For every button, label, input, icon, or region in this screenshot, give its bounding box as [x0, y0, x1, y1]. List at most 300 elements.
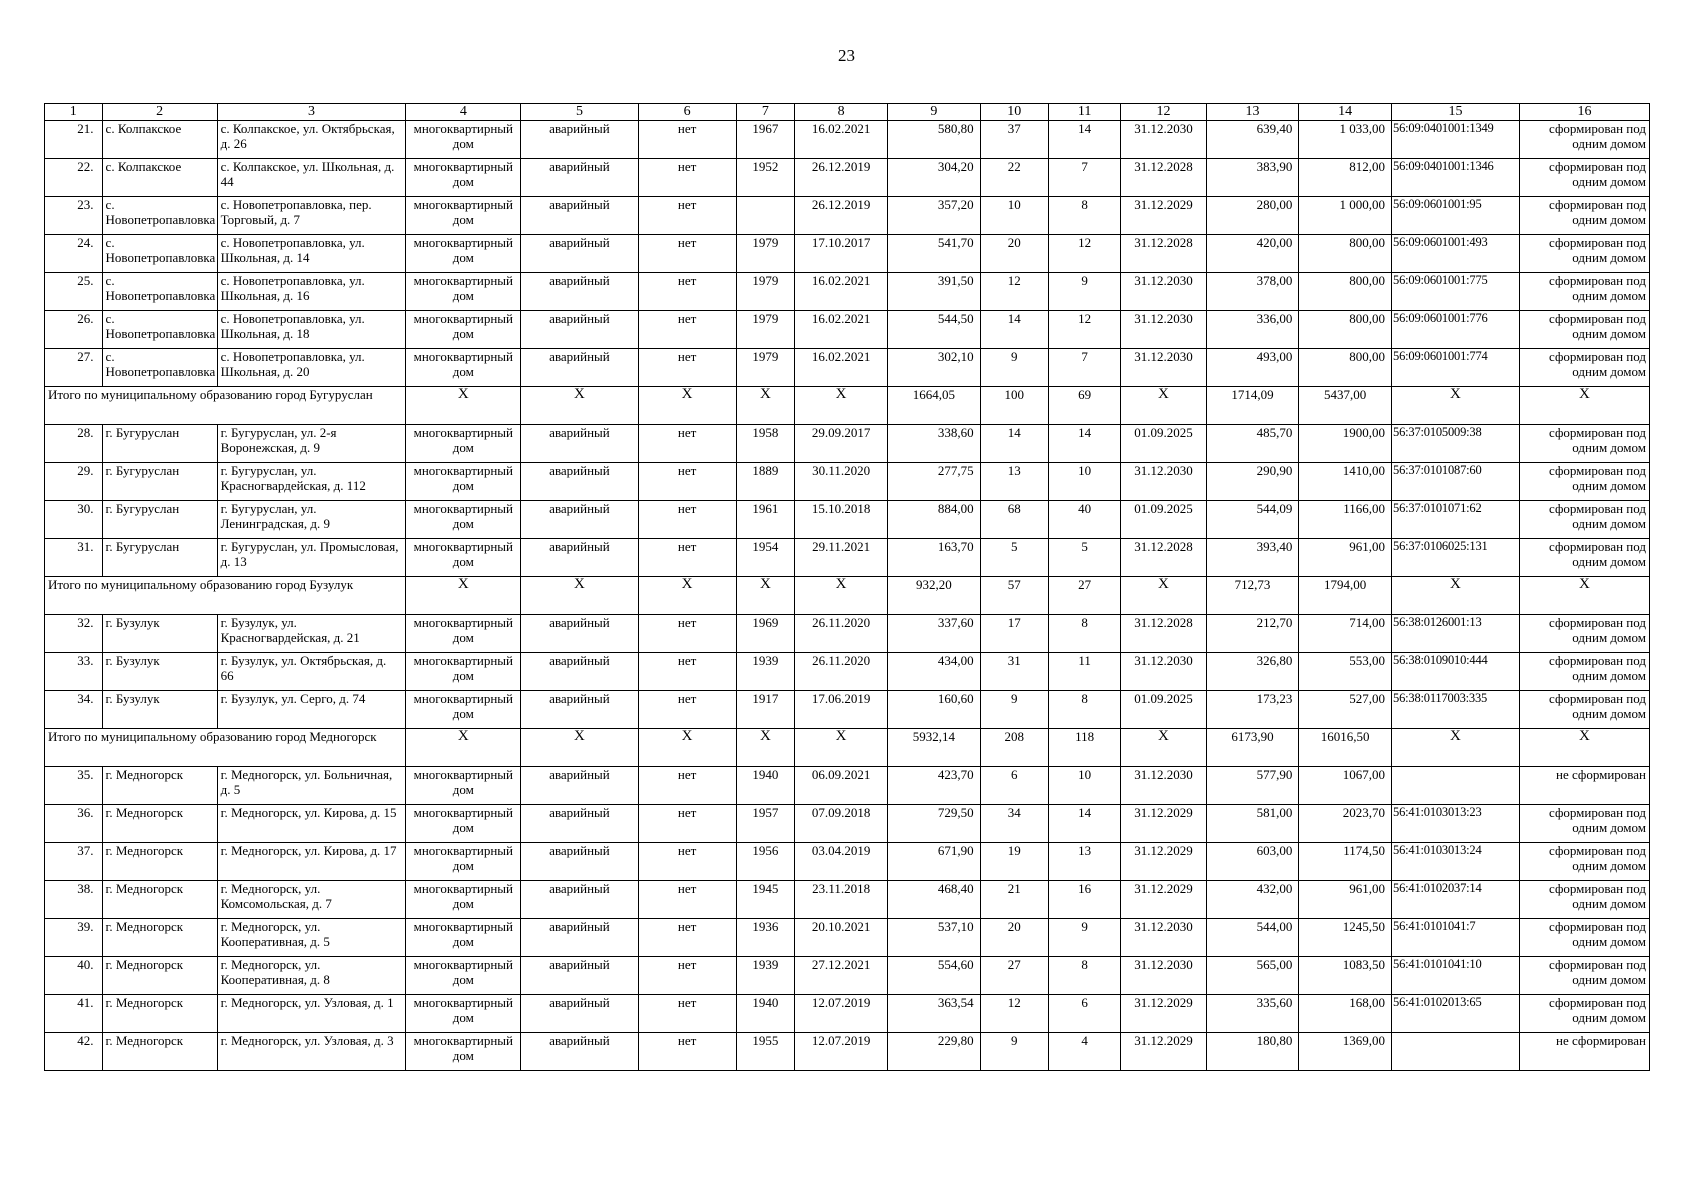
construction-year: 1954: [736, 539, 795, 577]
total-col14-sum: 5437,00: [1299, 387, 1392, 425]
total-area: 537,10: [887, 919, 980, 957]
residents-count: 9: [980, 691, 1048, 729]
land-plot-status: сформирован под одним домом: [1519, 121, 1649, 159]
address: г. Медногорск, ул. Узловая, д. 3: [217, 1033, 406, 1071]
total-x-mark: X: [1121, 729, 1206, 767]
flag-value: нет: [638, 197, 736, 235]
settlement: г. Медногорск: [102, 881, 217, 919]
residents-count: 14: [980, 425, 1048, 463]
subtotal-row: [45, 729, 1650, 767]
row-number: 25.: [45, 273, 103, 311]
cadastral-number: 56:41:0102037:14: [1392, 881, 1520, 919]
resettlement-deadline: 31.12.2030: [1121, 311, 1206, 349]
condition-status: аварийный: [521, 235, 638, 273]
land-plot-status: не сформирован: [1519, 767, 1649, 805]
table-row: [45, 501, 1650, 539]
settlement: г. Медногорск: [102, 843, 217, 881]
condition-status: аварийный: [521, 767, 638, 805]
total-area: 277,75: [887, 463, 980, 501]
address: с. Колпакское, ул. Октябрьская, д. 26: [217, 121, 406, 159]
house-type: многоквартирный дом: [406, 919, 521, 957]
condition-status: аварийный: [521, 463, 638, 501]
cadastral-number: 56:38:0109010:444: [1392, 653, 1520, 691]
settlement: с. Новопетропавловка: [102, 311, 217, 349]
row-number: 35.: [45, 767, 103, 805]
condition-status: аварийный: [521, 805, 638, 843]
house-type: многоквартирный дом: [406, 159, 521, 197]
address: г. Бугуруслан, ул. Промысловая, д. 13: [217, 539, 406, 577]
column-number-5: 5: [521, 104, 638, 121]
value-col14: 2023,70: [1299, 805, 1392, 843]
construction-year: 1940: [736, 995, 795, 1033]
house-type: многоквартирный дом: [406, 197, 521, 235]
address: г. Бугуруслан, ул. 2-я Воронежская, д. 9: [217, 425, 406, 463]
construction-year: 1956: [736, 843, 795, 881]
total-area: 541,70: [887, 235, 980, 273]
cadastral-number: 56:37:0101087:60: [1392, 463, 1520, 501]
row-number: 37.: [45, 843, 103, 881]
column-number-13: 13: [1206, 104, 1299, 121]
construction-year: 1961: [736, 501, 795, 539]
value-col14: 1369,00: [1299, 1033, 1392, 1071]
table-row: [45, 691, 1650, 729]
house-type: многоквартирный дом: [406, 311, 521, 349]
table-row: [45, 1033, 1650, 1071]
recognition-date: 06.09.2021: [795, 767, 888, 805]
house-type: многоквартирный дом: [406, 273, 521, 311]
total-premises-sum: 27: [1048, 577, 1120, 615]
condition-status: аварийный: [521, 311, 638, 349]
land-plot-status: сформирован под одним домом: [1519, 843, 1649, 881]
value-col13: 581,00: [1206, 805, 1299, 843]
total-area: 363,54: [887, 995, 980, 1033]
value-col13: 577,90: [1206, 767, 1299, 805]
total-area: 671,90: [887, 843, 980, 881]
total-x-mark: X: [638, 577, 736, 615]
condition-status: аварийный: [521, 121, 638, 159]
cadastral-number: 56:09:0601001:775: [1392, 273, 1520, 311]
value-col13: 493,00: [1206, 349, 1299, 387]
condition-status: аварийный: [521, 957, 638, 995]
recognition-date: 03.04.2019: [795, 843, 888, 881]
residents-count: 68: [980, 501, 1048, 539]
house-type: многоквартирный дом: [406, 615, 521, 653]
resettlement-deadline: 31.12.2029: [1121, 881, 1206, 919]
residents-count: 17: [980, 615, 1048, 653]
subtotal-label: Итого по муниципальному образованию город Медногорск: [45, 729, 406, 767]
flag-value: нет: [638, 539, 736, 577]
flag-value: нет: [638, 957, 736, 995]
value-col14: 812,00: [1299, 159, 1392, 197]
residents-count: 19: [980, 843, 1048, 881]
house-type: многоквартирный дом: [406, 843, 521, 881]
total-x-mark: X: [521, 729, 638, 767]
flag-value: нет: [638, 463, 736, 501]
residents-count: 37: [980, 121, 1048, 159]
settlement: г. Медногорск: [102, 995, 217, 1033]
value-col14: 1 000,00: [1299, 197, 1392, 235]
construction-year: 1979: [736, 311, 795, 349]
column-number-14: 14: [1299, 104, 1392, 121]
premises-count: 6: [1048, 995, 1120, 1033]
land-plot-status: сформирован под одним домом: [1519, 349, 1649, 387]
row-number: 32.: [45, 615, 103, 653]
address: с. Новопетропавловка, ул. Школьная, д. 14: [217, 235, 406, 273]
recognition-date: 26.11.2020: [795, 615, 888, 653]
land-plot-status: сформирован под одним домом: [1519, 235, 1649, 273]
premises-count: 40: [1048, 501, 1120, 539]
cadastral-number: 56:09:0601001:95: [1392, 197, 1520, 235]
recognition-date: 29.09.2017: [795, 425, 888, 463]
recognition-date: 29.11.2021: [795, 539, 888, 577]
flag-value: нет: [638, 919, 736, 957]
value-col13: 432,00: [1206, 881, 1299, 919]
address: г. Медногорск, ул. Больничная, д. 5: [217, 767, 406, 805]
total-area: 884,00: [887, 501, 980, 539]
condition-status: аварийный: [521, 615, 638, 653]
total-x-mark: X: [1392, 577, 1520, 615]
settlement: г. Бузулук: [102, 615, 217, 653]
house-type: многоквартирный дом: [406, 121, 521, 159]
total-x-mark: X: [795, 577, 888, 615]
flag-value: нет: [638, 501, 736, 539]
settlement: г. Бугуруслан: [102, 501, 217, 539]
premises-count: 8: [1048, 197, 1120, 235]
residents-count: 12: [980, 273, 1048, 311]
premises-count: 10: [1048, 767, 1120, 805]
total-area: 434,00: [887, 653, 980, 691]
condition-status: аварийный: [521, 539, 638, 577]
table-row: [45, 653, 1650, 691]
column-number-11: 11: [1048, 104, 1120, 121]
row-number: 24.: [45, 235, 103, 273]
value-col13: 212,70: [1206, 615, 1299, 653]
construction-year: 1940: [736, 767, 795, 805]
table-row: [45, 463, 1650, 501]
value-col14: 527,00: [1299, 691, 1392, 729]
settlement: г. Медногорск: [102, 805, 217, 843]
flag-value: нет: [638, 805, 736, 843]
table-row: [45, 919, 1650, 957]
recognition-date: 07.09.2018: [795, 805, 888, 843]
subtotal-label: Итого по муниципальному образованию город Бугуруслан: [45, 387, 406, 425]
value-col13: 336,00: [1206, 311, 1299, 349]
residents-count: 9: [980, 349, 1048, 387]
residents-count: 10: [980, 197, 1048, 235]
subtotal-label: Итого по муниципальному образованию город Бузулук: [45, 577, 406, 615]
total-area: 468,40: [887, 881, 980, 919]
total-area: 160,60: [887, 691, 980, 729]
land-plot-status: сформирован под одним домом: [1519, 653, 1649, 691]
total-x-mark: X: [406, 577, 521, 615]
row-number: 28.: [45, 425, 103, 463]
total-x-mark: X: [406, 387, 521, 425]
value-col14: 1083,50: [1299, 957, 1392, 995]
total-col14-sum: 1794,00: [1299, 577, 1392, 615]
total-area: 391,50: [887, 273, 980, 311]
premises-count: 11: [1048, 653, 1120, 691]
cadastral-number: 56:37:0105009:38: [1392, 425, 1520, 463]
value-col14: 961,00: [1299, 539, 1392, 577]
land-plot-status: сформирован под одним домом: [1519, 273, 1649, 311]
total-x-mark: X: [1392, 729, 1520, 767]
recognition-date: 26.12.2019: [795, 197, 888, 235]
recognition-date: 26.12.2019: [795, 159, 888, 197]
flag-value: нет: [638, 311, 736, 349]
row-number: 39.: [45, 919, 103, 957]
cadastral-number: 56:09:0601001:774: [1392, 349, 1520, 387]
flag-value: нет: [638, 121, 736, 159]
house-type: многоквартирный дом: [406, 881, 521, 919]
settlement: с. Колпакское: [102, 121, 217, 159]
premises-count: 12: [1048, 311, 1120, 349]
land-plot-status: сформирован под одним домом: [1519, 463, 1649, 501]
construction-year: 1979: [736, 349, 795, 387]
settlement: с. Новопетропавловка: [102, 197, 217, 235]
land-plot-status: сформирован под одним домом: [1519, 957, 1649, 995]
value-col14: 714,00: [1299, 615, 1392, 653]
resettlement-deadline: 31.12.2028: [1121, 539, 1206, 577]
resettlement-deadline: 31.12.2030: [1121, 273, 1206, 311]
settlement: г. Медногорск: [102, 1033, 217, 1071]
value-col13: 544,09: [1206, 501, 1299, 539]
settlement: с. Новопетропавловка: [102, 349, 217, 387]
residents-count: 13: [980, 463, 1048, 501]
total-residents-sum: 208: [980, 729, 1048, 767]
recognition-date: 17.06.2019: [795, 691, 888, 729]
resettlement-deadline: 31.12.2029: [1121, 995, 1206, 1033]
address: г. Медногорск, ул. Комсомольская, д. 7: [217, 881, 406, 919]
house-type: многоквартирный дом: [406, 425, 521, 463]
table-row: [45, 539, 1650, 577]
column-number-header: [45, 104, 1650, 121]
construction-year: 1967: [736, 121, 795, 159]
resettlement-deadline: 31.12.2030: [1121, 121, 1206, 159]
land-plot-status: сформирован под одним домом: [1519, 995, 1649, 1033]
column-number-15: 15: [1392, 104, 1520, 121]
land-plot-status: сформирован под одним домом: [1519, 197, 1649, 235]
land-plot-status: сформирован под одним домом: [1519, 881, 1649, 919]
total-area: 544,50: [887, 311, 980, 349]
cadastral-number: 56:38:0126001:13: [1392, 615, 1520, 653]
total-area: 302,10: [887, 349, 980, 387]
cadastral-number: 56:09:0401001:1349: [1392, 121, 1520, 159]
total-area: 729,50: [887, 805, 980, 843]
table-row: [45, 767, 1650, 805]
value-col13: 326,80: [1206, 653, 1299, 691]
total-residents-sum: 100: [980, 387, 1048, 425]
total-col13-sum: 1714,09: [1206, 387, 1299, 425]
settlement: г. Бугуруслан: [102, 463, 217, 501]
house-type: многоквартирный дом: [406, 501, 521, 539]
condition-status: аварийный: [521, 881, 638, 919]
residents-count: 14: [980, 311, 1048, 349]
column-number-8: 8: [795, 104, 888, 121]
recognition-date: 17.10.2017: [795, 235, 888, 273]
table-row: [45, 349, 1650, 387]
land-plot-status: сформирован под одним домом: [1519, 501, 1649, 539]
recognition-date: 15.10.2018: [795, 501, 888, 539]
total-x-mark: X: [1121, 387, 1206, 425]
house-type: многоквартирный дом: [406, 349, 521, 387]
resettlement-deadline: 31.12.2028: [1121, 235, 1206, 273]
flag-value: нет: [638, 881, 736, 919]
residents-count: 12: [980, 995, 1048, 1033]
construction-year: 1979: [736, 273, 795, 311]
cadastral-number: 56:38:0117003:335: [1392, 691, 1520, 729]
total-col13-sum: 712,73: [1206, 577, 1299, 615]
settlement: с. Новопетропавловка: [102, 235, 217, 273]
condition-status: аварийный: [521, 501, 638, 539]
residents-count: 5: [980, 539, 1048, 577]
value-col13: 378,00: [1206, 273, 1299, 311]
table-row: [45, 121, 1650, 159]
total-area: 337,60: [887, 615, 980, 653]
total-premises-sum: 69: [1048, 387, 1120, 425]
page-number: 23: [838, 46, 855, 65]
table-row: [45, 957, 1650, 995]
table-row: [45, 235, 1650, 273]
row-number: 23.: [45, 197, 103, 235]
settlement: г. Медногорск: [102, 919, 217, 957]
address: с. Новопетропавловка, ул. Школьная, д. 20: [217, 349, 406, 387]
column-number-16: 16: [1519, 104, 1649, 121]
value-col13: 544,00: [1206, 919, 1299, 957]
house-type: многоквартирный дом: [406, 805, 521, 843]
value-col14: 168,00: [1299, 995, 1392, 1033]
flag-value: нет: [638, 653, 736, 691]
premises-count: 14: [1048, 425, 1120, 463]
address: г. Медногорск, ул. Кирова, д. 17: [217, 843, 406, 881]
flag-value: нет: [638, 159, 736, 197]
settlement: с. Колпакское: [102, 159, 217, 197]
flag-value: нет: [638, 349, 736, 387]
residents-count: 34: [980, 805, 1048, 843]
resettlement-deadline: 31.12.2029: [1121, 805, 1206, 843]
row-number: 26.: [45, 311, 103, 349]
table-row: [45, 159, 1650, 197]
value-col14: 1166,00: [1299, 501, 1392, 539]
flag-value: нет: [638, 843, 736, 881]
resettlement-deadline: 31.12.2029: [1121, 197, 1206, 235]
land-plot-status: сформирован под одним домом: [1519, 159, 1649, 197]
resettlement-deadline: 01.09.2025: [1121, 425, 1206, 463]
column-number-7: 7: [736, 104, 795, 121]
settlement: г. Бузулук: [102, 691, 217, 729]
housing-register-table: [44, 103, 1650, 1071]
land-plot-status: сформирован под одним домом: [1519, 691, 1649, 729]
house-type: многоквартирный дом: [406, 691, 521, 729]
total-area-sum: 5932,14: [887, 729, 980, 767]
house-type: многоквартирный дом: [406, 463, 521, 501]
recognition-date: 12.07.2019: [795, 995, 888, 1033]
settlement: г. Медногорск: [102, 767, 217, 805]
condition-status: аварийный: [521, 919, 638, 957]
premises-count: 13: [1048, 843, 1120, 881]
premises-count: 8: [1048, 615, 1120, 653]
land-plot-status: не сформирован: [1519, 1033, 1649, 1071]
flag-value: нет: [638, 273, 736, 311]
residents-count: 20: [980, 919, 1048, 957]
resettlement-deadline: 31.12.2030: [1121, 463, 1206, 501]
construction-year: 1958: [736, 425, 795, 463]
total-premises-sum: 118: [1048, 729, 1120, 767]
resettlement-deadline: 31.12.2030: [1121, 653, 1206, 691]
table-body: [45, 104, 1650, 1071]
construction-year: 1969: [736, 615, 795, 653]
premises-count: 7: [1048, 349, 1120, 387]
condition-status: аварийный: [521, 653, 638, 691]
flag-value: нет: [638, 615, 736, 653]
value-col14: 800,00: [1299, 311, 1392, 349]
house-type: многоквартирный дом: [406, 539, 521, 577]
construction-year: 1936: [736, 919, 795, 957]
premises-count: 8: [1048, 957, 1120, 995]
column-number-12: 12: [1121, 104, 1206, 121]
row-number: 34.: [45, 691, 103, 729]
settlement: с. Новопетропавловка: [102, 273, 217, 311]
total-area: 423,70: [887, 767, 980, 805]
table-row: [45, 273, 1650, 311]
land-plot-status: сформирован под одним домом: [1519, 425, 1649, 463]
address: г. Бузулук, ул. Октябрьская, д. 66: [217, 653, 406, 691]
house-type: многоквартирный дом: [406, 995, 521, 1033]
value-col13: 290,90: [1206, 463, 1299, 501]
total-x-mark: X: [1392, 387, 1520, 425]
address: г. Медногорск, ул. Узловая, д. 1: [217, 995, 406, 1033]
premises-count: 9: [1048, 273, 1120, 311]
condition-status: аварийный: [521, 197, 638, 235]
recognition-date: 16.02.2021: [795, 273, 888, 311]
premises-count: 14: [1048, 121, 1120, 159]
land-plot-status: сформирован под одним домом: [1519, 311, 1649, 349]
premises-count: 4: [1048, 1033, 1120, 1071]
value-col13: 485,70: [1206, 425, 1299, 463]
row-number: 38.: [45, 881, 103, 919]
value-col13: 603,00: [1206, 843, 1299, 881]
cadastral-number: 56:41:0103013:24: [1392, 843, 1520, 881]
construction-year: 1979: [736, 235, 795, 273]
premises-count: 10: [1048, 463, 1120, 501]
value-col13: 639,40: [1206, 121, 1299, 159]
land-plot-status: сформирован под одним домом: [1519, 615, 1649, 653]
cadastral-number: [1392, 1033, 1520, 1071]
residents-count: 9: [980, 1033, 1048, 1071]
flag-value: нет: [638, 1033, 736, 1071]
address: с. Колпакское, ул. Школьная, д. 44: [217, 159, 406, 197]
condition-status: аварийный: [521, 425, 638, 463]
column-number-9: 9: [887, 104, 980, 121]
total-x-mark: X: [1519, 387, 1649, 425]
cadastral-number: 56:41:0101041:10: [1392, 957, 1520, 995]
column-number-6: 6: [638, 104, 736, 121]
construction-year: 1939: [736, 957, 795, 995]
flag-value: нет: [638, 425, 736, 463]
address: г. Медногорск, ул. Кооперативная, д. 8: [217, 957, 406, 995]
column-number-1: 1: [45, 104, 103, 121]
resettlement-deadline: 31.12.2030: [1121, 767, 1206, 805]
total-area: 304,20: [887, 159, 980, 197]
residents-count: 6: [980, 767, 1048, 805]
total-area: 580,80: [887, 121, 980, 159]
flag-value: нет: [638, 235, 736, 273]
subtotal-row: [45, 577, 1650, 615]
condition-status: аварийный: [521, 691, 638, 729]
column-number-2: 2: [102, 104, 217, 121]
value-col14: 1900,00: [1299, 425, 1392, 463]
total-x-mark: X: [736, 729, 795, 767]
cadastral-number: 56:41:0101041:7: [1392, 919, 1520, 957]
